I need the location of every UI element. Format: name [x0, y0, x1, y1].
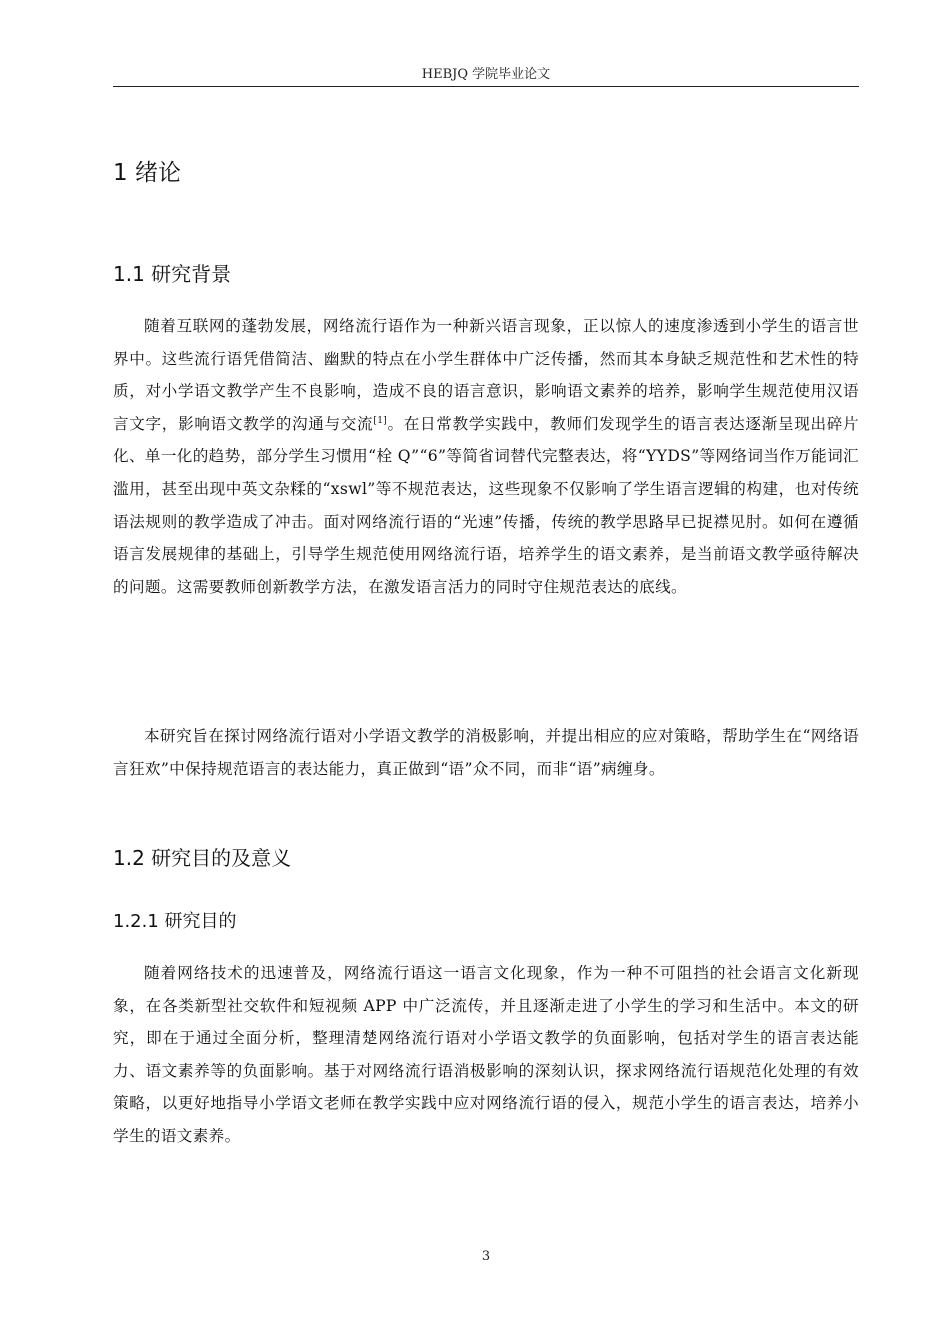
paragraph-background-2: 本研究旨在探讨网络流行语对小学语文教学的消极影响，并提出相应的应对策略，帮助学生在“网络语言狂欢”中保持规范语言的表达能力，真正做到“语”众不同，而非“语”病缠身。 — [113, 727, 859, 778]
section-title-1-1: 1.1 研究背景 — [113, 262, 232, 286]
subsection-title-1-2-1: 1.2.1 研究目的 — [113, 911, 237, 932]
chapter-title: 1 绪论 — [113, 160, 181, 186]
section-title-1-2: 1.2 研究目的及意义 — [113, 846, 292, 870]
paragraph-purpose-1: 随着网络技术的迅速普及，网络流行语这一语言文化现象，作为一种不可阻挡的社会语言文化新现象，在各类新型社交软件和短视频 APP 中广泛流传，并且逐渐走进了小学生的学习和生活中。本文的研究，即在于通过全面分析，整理清楚网络流行语对小学语文教学的负面影响，包括对学生的语言表达能力、语文素养等的负面影响。基于对网络流行语消极影响的深刻认识，探求网络流行语规范化处理的有效策略，以更好地指导小学语文老师在教学实践中应对网络流行语的侵入，规范小学生的语言表达，培养小学生的语文素养。 — [113, 964, 859, 1145]
paragraph-background-1 — [113, 310, 859, 603]
paragraph-background-1-part-a: 随着互联网的蓬勃发展，网络流行语作为一种新兴语言现象，正以惊人的速度渗透到小学生的语言世界中。这些流行语凭借简洁、幽默的特点在小学生群体中广泛传播，然而其本身缺乏规范性和艺术性的特质，对小学语文教学产生不良影响，造成不良的语言意识，影响语文素养的培养，影响学生规范使用汉语言文字，影响语文教学的沟通与交流 — [113, 317, 859, 433]
paragraph-background-1-part-b: 。在日常教学实践中，教师们发现学生的语言表达逐渐呈现出碎片化、单一化的趋势，部分学生习惯用“栓 Q”“6”等简省词替代完整表达，将“YYDS”等网络词当作万能词汇滥用，甚至出现中英文杂糅的“xswl”等不规范表达，这些现象不仅影响了学生语言逻辑的构建，也对传统语法规则的教学造成了冲击。面对网络流行语的“光速”传播，传统的教学思路早已捉襟见肘。如何在遵循语言发展规律的基础上，引导学生规范使用网络流行语，培养学生的语文素养，是当前语文教学亟待解决的问题。这需要教师创新教学方法，在激发语言活力的同时守住规范表达的底线。 — [113, 414, 859, 596]
page-number: 3 — [481, 1249, 491, 1264]
citation-marker: [1] — [373, 415, 388, 426]
running-header: HEBJQ 学院毕业论文 — [421, 67, 551, 82]
header-rule — [113, 86, 859, 87]
